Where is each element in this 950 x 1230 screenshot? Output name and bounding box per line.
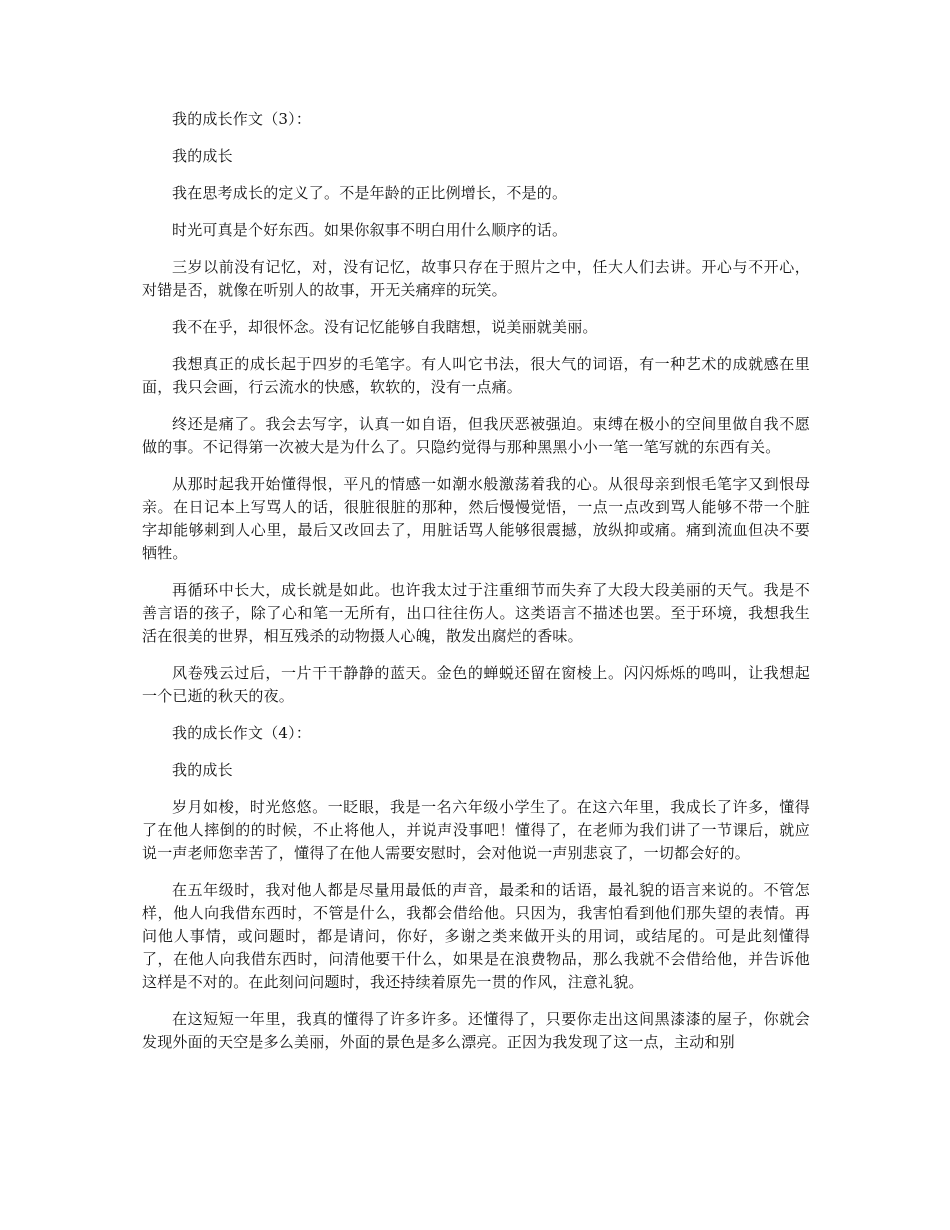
paragraph: 我在思考成长的定义了。不是年龄的正比例增长，不是的。 bbox=[172, 184, 568, 202]
essay-title-4: 我的成长作文（4）： bbox=[172, 724, 312, 742]
paragraph: 岁月如梭，时光悠悠。一眨眼，我是一名六年级小学生了。在这六年里，我成长了许多，懂得了在他人摔倒的的时候，不止将他人，并说声没事吧！懂得了，在老师为我们讲了一节课后，就应说一声老师您幸苦了，懂得了在他人需要安慰时，会对他说一声别悲哀了，一切都会好的。 bbox=[142, 798, 810, 862]
paragraph: 风卷残云过后，一片干干静静的蓝天。金色的蝉蜕还留在窗棱上。闪闪烁烁的鸣叫，让我想起一个已逝的秋天的夜。 bbox=[142, 664, 810, 705]
essay-subtitle: 我的成长 bbox=[172, 761, 233, 779]
paragraph: 在这短短一年里，我真的懂得了许多许多。还懂得了，只要你走出这间黑漆漆的屋子，你就会发现外面的天空是多么美丽，外面的景色是多么漂亮。正因为我发现了这一点，主动和别 bbox=[142, 1010, 810, 1051]
document-body bbox=[142, 108, 810, 1068]
paragraph: 终还是痛了。我会去写字，认真一如自语，但我厌恶被强迫。束缚在极小的空间里做自我不愿做的事。不记得第一次被大是为什么了。只隐约觉得与那种黑黑小小一笔一笔写就的东西有关。 bbox=[142, 415, 810, 456]
paragraph: 我不在乎，却很怀念。没有记忆能够自我瞎想，说美丽就美丽。 bbox=[172, 318, 598, 336]
essay-title-3: 我的成长作文（3）： bbox=[172, 110, 312, 128]
paragraph: 三岁以前没有记忆，对，没有记忆，故事只存在于照片之中，任大人们去讲。开心与不开心，对错是否，就像在听别人的故事，开无关痛痒的玩笑。 bbox=[142, 258, 810, 299]
paragraph: 从那时起我开始懂得恨，平凡的情感一如潮水般激荡着我的心。从很母亲到恨毛笔字又到恨母亲。在日记本上写骂人的话，很脏很脏的那种，然后慢慢觉悟，一点一点改到骂人能够不带一个脏字却能够刺到人心里，最后又改回去了，用脏话骂人能够很震撼，放纵抑或痛。痛到流血但决不要牺牲。 bbox=[142, 475, 810, 562]
essay-subtitle: 我的成长 bbox=[172, 147, 233, 165]
paragraph: 时光可真是个好东西。如果你叙事不明白用什么顺序的话。 bbox=[172, 221, 568, 239]
paragraph: 我想真正的成长起于四岁的毛笔字。有人叫它书法，很大气的词语，有一种艺术的成就感在里面，我只会画，行云流水的快感，软软的，没有一点痛。 bbox=[142, 355, 810, 396]
paragraph: 再循环中长大，成长就是如此。也许我太过于注重细节而失弃了大段大段美丽的天气。我是不善言语的孩子，除了心和笔一无所有，出口往往伤人。这类语言不描述也罢。至于环境，我想我生活在很美的世界，相互残杀的动物摄人心魄，散发出腐烂的香味。 bbox=[142, 581, 810, 645]
paragraph: 在五年级时，我对他人都是尽量用最低的声音，最柔和的话语，最礼貌的语言来说的。不管怎样，他人向我借东西时，不管是什么，我都会借给他。只因为，我害怕看到他们那失望的表情。再问他人事情，或问题时，都是请问，你好，多谢之类来做开头的用词，或结尾的。可是此刻懂得了，在他人向我借东西时，问清他要干什么，如果是在浪费物品，那么我就不会借给他，并告诉他这样是不对的。在此刻问问题时，我还持续着原先一贯的作风，注意礼貌。 bbox=[142, 881, 810, 991]
